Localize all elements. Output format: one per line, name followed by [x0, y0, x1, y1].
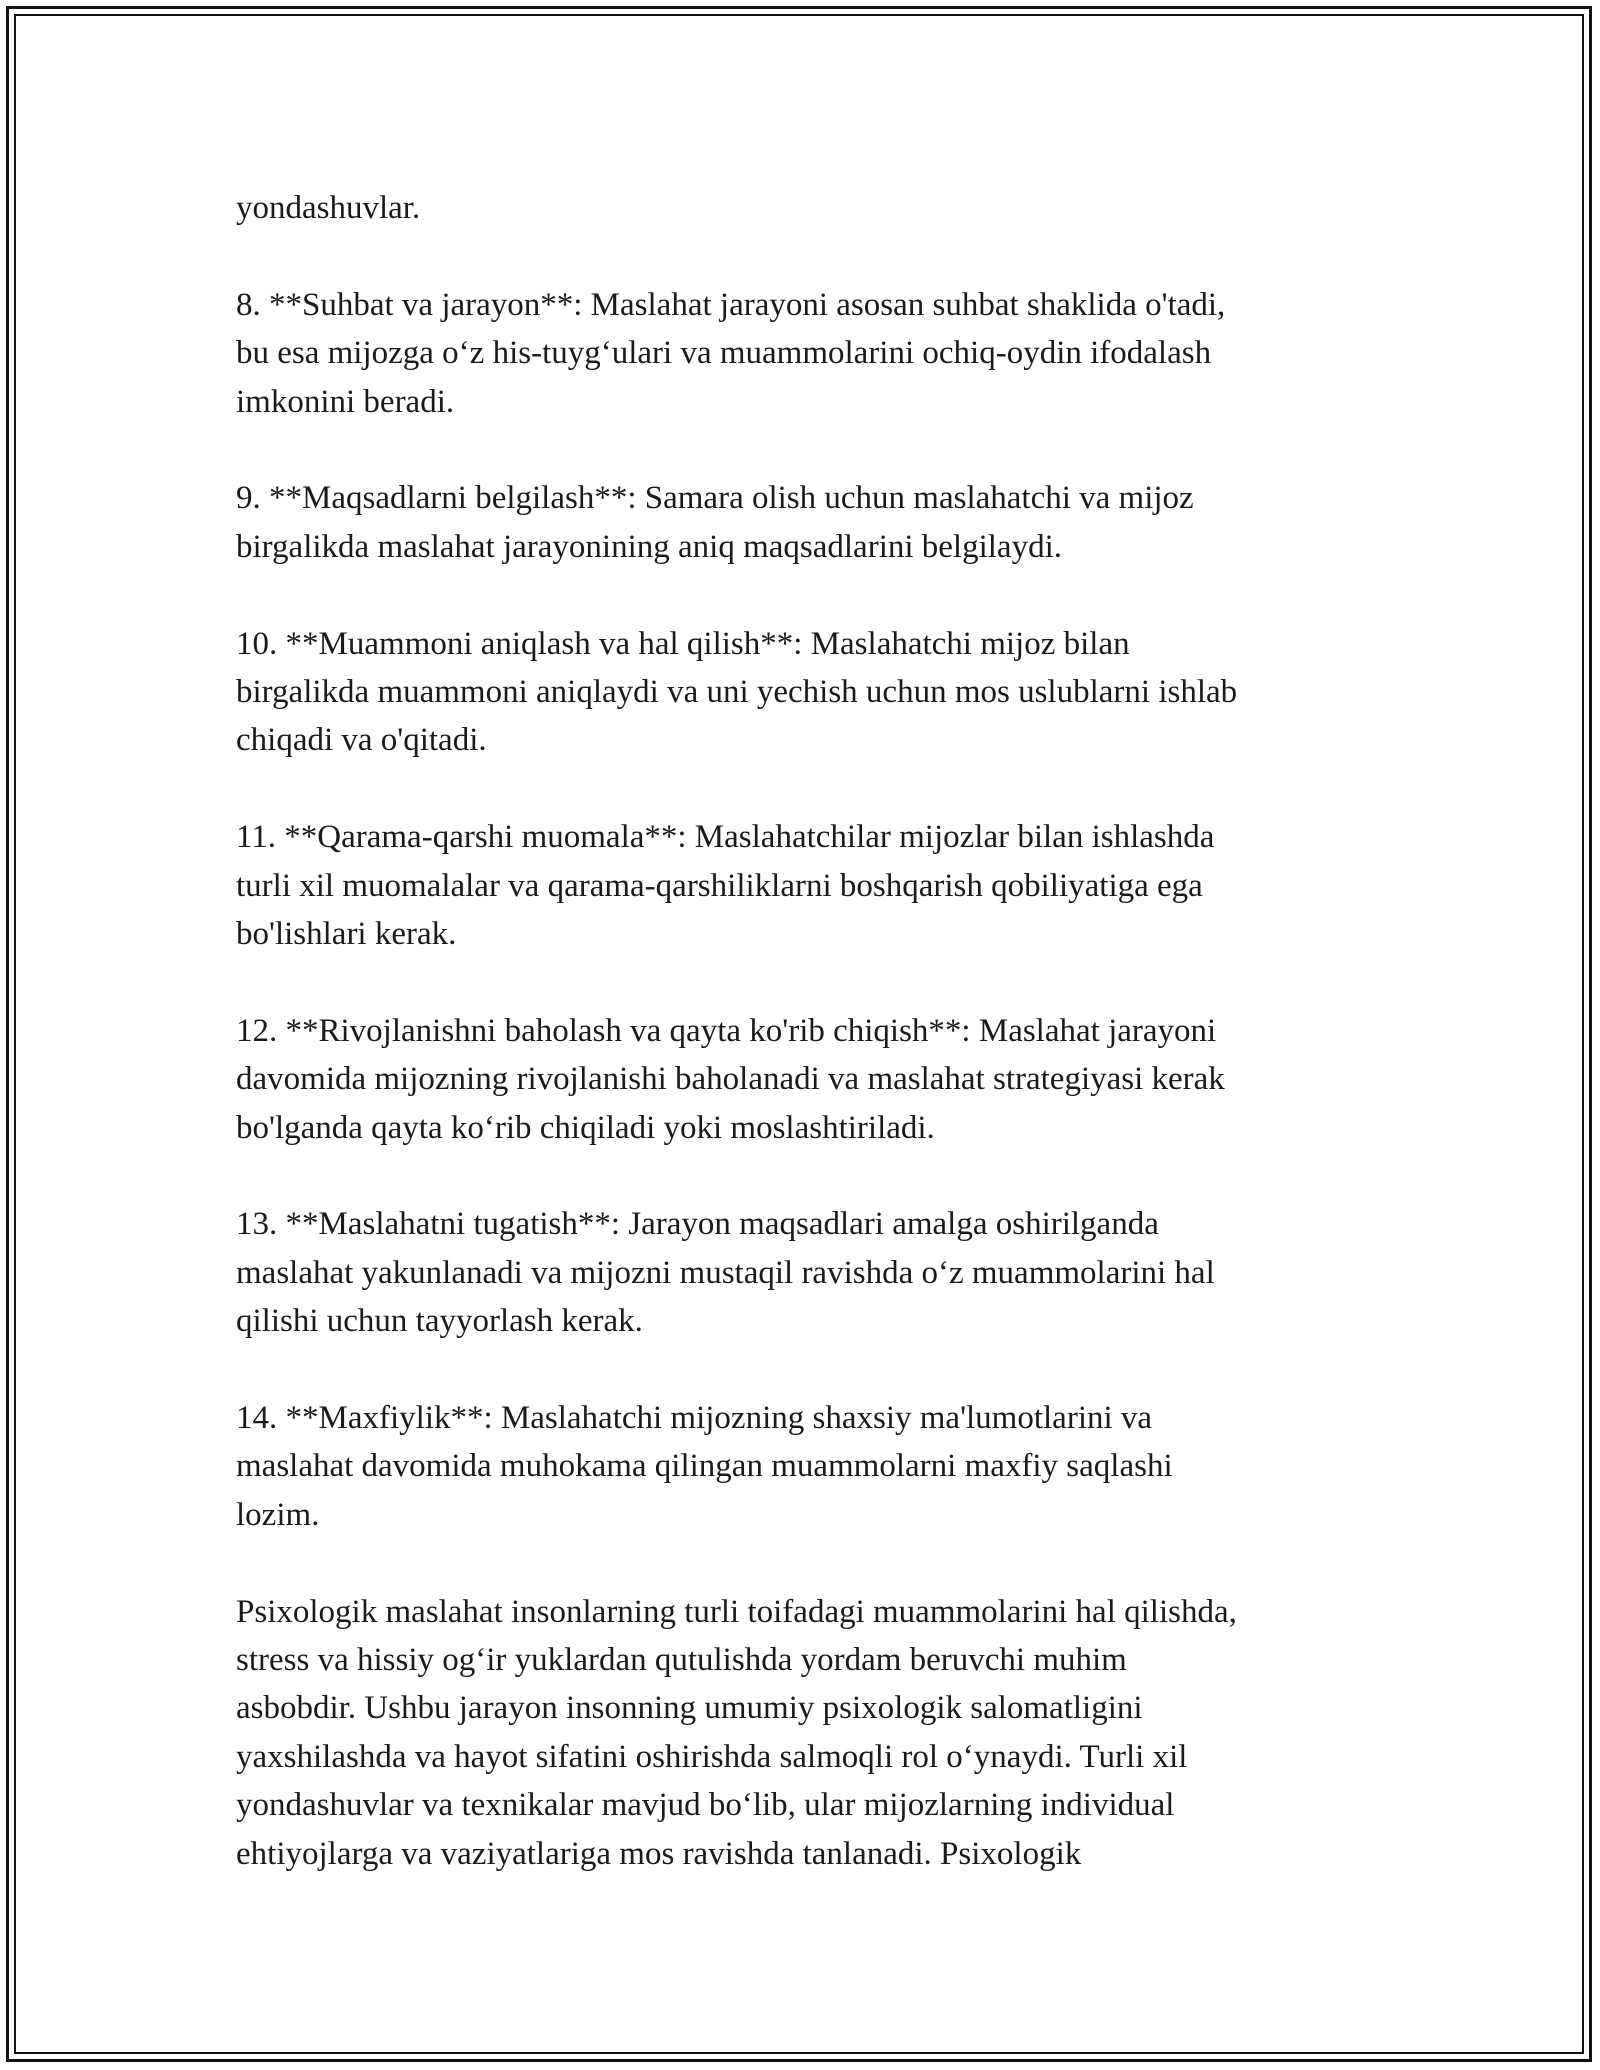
document-body: [236, 184, 1366, 1878]
list-item-12: 12. **Rivojlanishni baholash va qayta ko'rib chiqish**: Maslahat jarayoni davomida mijozning rivojlanishi baholanadi va maslahat strategiyasi kerak bo'lganda qayta ko‘rib chiqiladi yoki moslashtiriladi.: [236, 1012, 1225, 1146]
list-item-13: 13. **Maslahatni tugatish**: Jarayon maqsadlari amalga oshirilganda maslahat yakunlanadi va mijozni mustaqil ravishda o‘z muammolarini hal qilishi uchun tayyorlash kerak.: [236, 1206, 1215, 1340]
list-item-14: 14. **Maxfiylik**: Maslahatchi mijozning shaxsiy ma'lumotlarini va maslahat davomida muhokama qilingan muammolarni maxfiy saqlashi lozim.: [236, 1400, 1173, 1533]
summary-paragraph: Psixologik maslahat insonlarning turli toifadagi muammolarini hal qilishda, stress va hissiy og‘ir yuklardan qutulishda yordam beruvchi muhim asbobdir. Ushbu jarayon insonning umumiy psixologik salomatligini yaxshilashda va hayot sifatini oshirishda salmoqli rol o‘ynaydi. Turli xil yondashuvlar va texnikalar mavjud bo‘lib, ular mijozlarning individual ehtiyojlarga va vaziyatlariga mos ravishda tanlanadi. Psixologik: [236, 1593, 1237, 1872]
list-item-9: 9. **Maqsadlarni belgilash**: Samara olish uchun maslahatchi va mijoz birgalikda maslahat jarayonining aniq maqsadlarini belgilaydi.: [236, 480, 1194, 565]
list-item-10: 10. **Muammoni aniqlash va hal qilish**: Maslahatchi mijoz bilan birgalikda muammoni aniqlaydi va uni yechish uchun mos uslublarni ishlab chiqadi va o'qitadi.: [236, 625, 1238, 759]
list-item-8: 8. **Suhbat va jarayon**: Maslahat jarayoni asosan suhbat shaklida o'tadi, bu esa mijozga o‘z his-tuyg‘ulari va muammolarini ochiq-oydin ifodalash imkonini beradi.: [236, 286, 1226, 420]
list-item-11: 11. **Qarama-qarshi muomala**: Maslahatchilar mijozlar bilan ishlashda turli xil muomalalar va qarama-qarshiliklarni boshqarish qobiliyatiga ega bo'lishlari kerak.: [236, 819, 1215, 953]
paragraph-continuation: yondashuvlar.: [236, 190, 421, 226]
